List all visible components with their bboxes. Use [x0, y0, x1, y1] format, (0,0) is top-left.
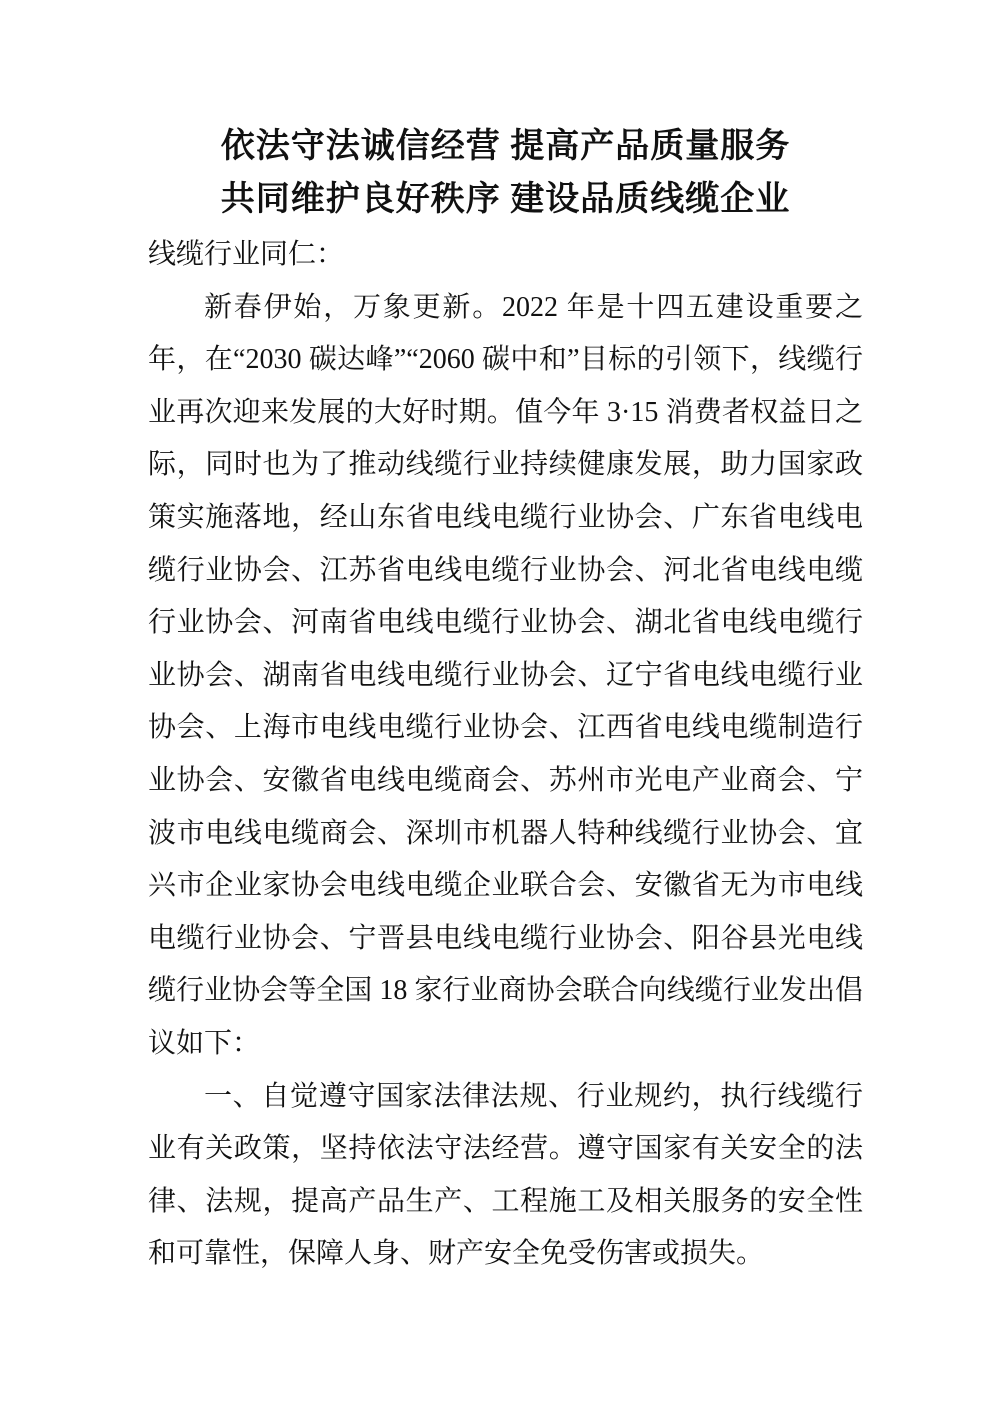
body-paragraph-1: 新春伊始，万象更新。2022 年是十四五建设重要之年，在“2030 碳达峰”“2060 碳中和”目标的引领下，线缆行业再次迎来发展的大好时期。值今年 3·15 消费者权益日之际，同时也为了推动线缆行业持续健康发展，助力国家政策实施落地，经山东省电线电缆行业协会、广东省电线电缆行业协会、江苏省电线电缆行业协会、河北省电线电缆行业协会、河南省电线电缆行业协会、湖北省电线电缆行业协会、湖南省电线电缆行业协会、辽宁省电线电缆行业协会、上海市电线电缆行业协会、江西省电线电缆制造行业协会、安徽省电线电缆商会、苏州市光电产业商会、宁波市电线电缆商会、深圳市机器人特种线缆行业协会、宜兴市企业家协会电线电缆企业联合会、安徽省无为市电线电缆行业协会、宁晋县电线电缆行业协会、阳谷县光电线缆行业协会等全国 18 家行业商协会联合向线缆行业发出倡议如下： [148, 291, 863, 1059]
document-title [148, 120, 863, 226]
title-line-1: 依法守法诚信经营 提高产品质量服务 [220, 128, 791, 165]
title-line-2: 共同维护良好秩序 建设品质线缆企业 [220, 181, 791, 218]
body-paragraph-2: 一、自觉遵守国家法律法规、行业规约，执行线缆行业有关政策，坚持依法守法经营。遵守国家有关安全的法律、法规，提高产品生产、工程施工及相关服务的安全性和可靠性，保障人身、财产安全免受伤害或损失。 [148, 1080, 863, 1270]
salutation: 线缆行业同仁： [148, 239, 345, 270]
document-body [148, 229, 863, 1281]
